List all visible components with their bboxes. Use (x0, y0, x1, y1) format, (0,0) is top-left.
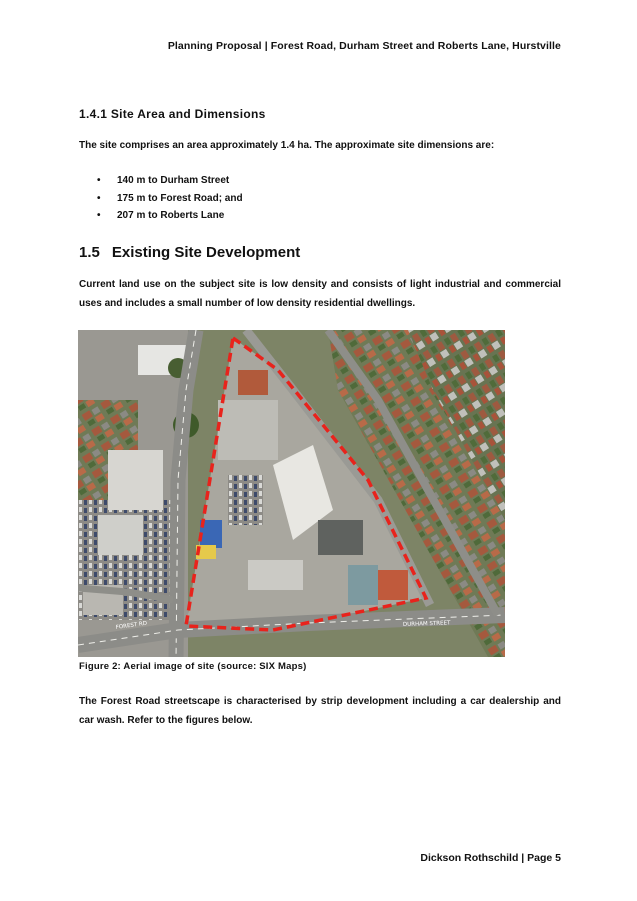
section-heading-site-area: 1.4.1 Site Area and Dimensions (79, 107, 266, 121)
site-area-intro: The site comprises an area approximately 1.4 ha. The approximate site dimensions are: (79, 140, 495, 151)
figure-caption: Figure 2: Aerial image of site (source: SIX Maps) (79, 661, 307, 672)
bullet-icon: • (97, 192, 101, 204)
street-label-durham: DURHAM STREET (402, 620, 451, 628)
page-footer: Dickson Rothschild | Page 5 (420, 852, 561, 864)
bullet-icon: • (97, 175, 101, 186)
existing-development-paragraph: Current land use on the subject site is low density and consists of light industrial and commercial uses and includes a small number of low density residential dwellings. (79, 279, 561, 309)
section-title: Existing Site Development (111, 244, 301, 261)
streetscape-paragraph: The Forest Road streetscape is characterised by strip development including a car dealership and car wash. Refer to the figures below. (79, 696, 561, 726)
list-item: • 140 m to Durham Street (97, 175, 230, 186)
bullet-icon: • (97, 210, 101, 221)
page-header: Planning Proposal | Forest Road, Durham Street and Roberts Lane, Hurstville (167, 40, 561, 52)
aerial-site-image (78, 330, 505, 657)
section-heading-existing-development (79, 244, 300, 261)
site-dimensions-list (79, 175, 243, 228)
list-item: • 207 m to Roberts Lane (97, 210, 225, 221)
section-number: 1.5 (79, 244, 100, 261)
list-item: • 175 m to Forest Road; and (97, 192, 243, 204)
street-label-forest: FOREST RD (115, 620, 148, 631)
